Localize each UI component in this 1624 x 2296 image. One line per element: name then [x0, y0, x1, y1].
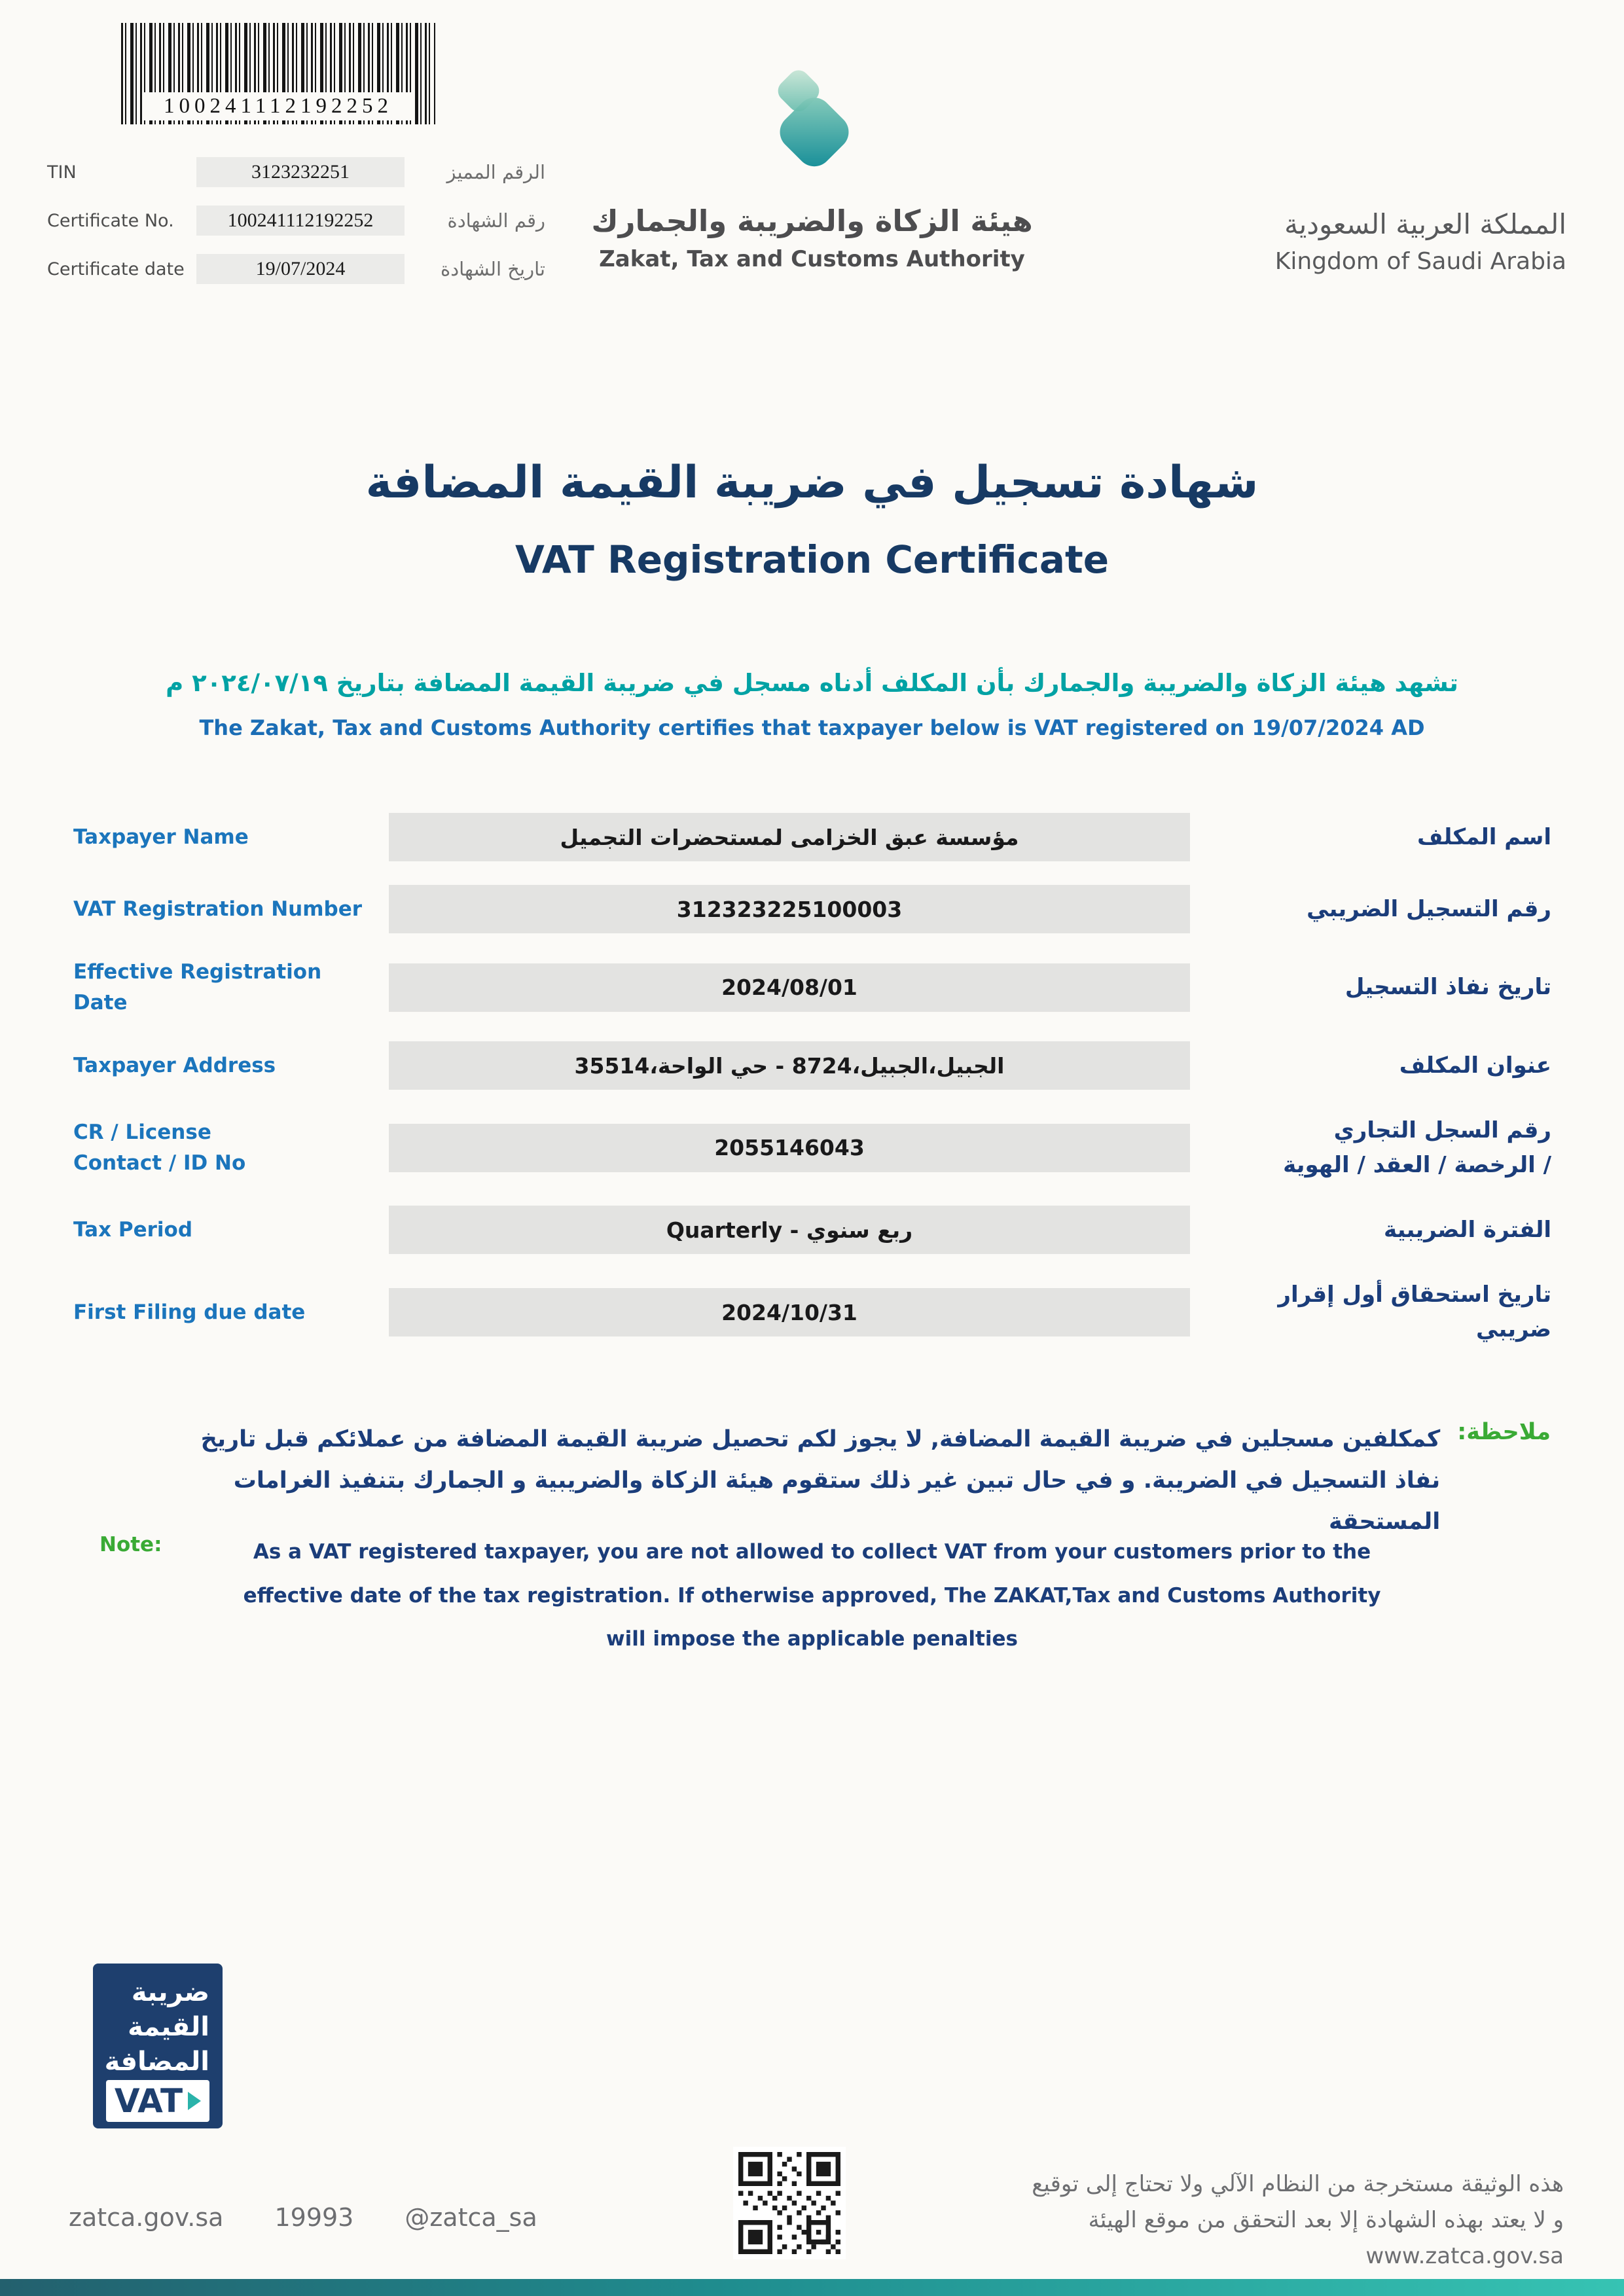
- note-arabic: [73, 1419, 1551, 1543]
- authority-brand: [518, 63, 1107, 272]
- barcode: [121, 23, 435, 124]
- table-row: [73, 1206, 1551, 1254]
- field-label-ar: عنوان المكلف: [1399, 1052, 1551, 1079]
- footer-links: [69, 2203, 537, 2232]
- certificate-title: [0, 457, 1624, 582]
- tin-label-en: TIN: [47, 162, 77, 183]
- vat-logo-line3: المضافة: [104, 2047, 209, 2077]
- certificate-date-label-en: Certificate date: [47, 259, 185, 279]
- footer-website: zatca.gov.sa: [69, 2203, 224, 2232]
- certificate-date-row: [47, 254, 545, 284]
- field-label-ar: رقم التسجيل الضريبي: [1307, 895, 1551, 922]
- certificate-title-en: VAT Registration Certificate: [514, 537, 1110, 582]
- field-value: 2024/08/01: [389, 963, 1190, 1012]
- field-value: 312323225100003: [389, 885, 1190, 933]
- tin-value: 3123232251: [196, 157, 405, 187]
- disclaimer-line-1: هذه الوثيقة مستخرجة من النظام الآلي ولا تحتاج إلى توقيع: [1032, 2171, 1564, 2197]
- table-row: [73, 885, 1551, 933]
- vat-logo-arrow-icon: [188, 2092, 201, 2110]
- kingdom-name-en: Kingdom of Saudi Arabia: [1274, 248, 1566, 275]
- footer-phone: 19993: [274, 2203, 354, 2232]
- field-label-ar: الفترة الضريبية: [1383, 1217, 1551, 1244]
- certification-statement-ar: تشهد هيئة الزكاة والضريبة والجمارك بأن المكلف أدناه مسجل في ضريبة القيمة المضافة بتاريخ ٢٠٢٤/٠٧/١٩ م: [166, 669, 1458, 697]
- tin-label-ar: الرقم المميز: [446, 161, 545, 183]
- note-label-en: Note:: [99, 1533, 162, 1556]
- field-label-ar: تاريخ استحقاق أول إقرار ضريبي: [1278, 1282, 1551, 1343]
- footer-social: @zatca_sa: [405, 2203, 537, 2232]
- tin-row: [47, 157, 545, 187]
- table-row: [73, 1278, 1551, 1346]
- field-value: الجبيل،الجبيل،8724 - حي الواحة،35514: [389, 1041, 1190, 1090]
- table-row: [73, 957, 1551, 1018]
- authority-name-ar: هيئة الزكاة والضريبة والجمارك: [591, 204, 1033, 238]
- table-row: [73, 1113, 1551, 1182]
- field-label-ar: اسم المكلف: [1417, 823, 1551, 850]
- vat-logo: [93, 1964, 223, 2128]
- vat-logo-line2: القيمة: [128, 2012, 209, 2043]
- field-label-en: Effective Registration Date: [73, 960, 322, 1014]
- table-row: [73, 1041, 1551, 1090]
- bottom-accent-bar: [0, 2279, 1624, 2296]
- certificate-no-label-ar: رقم الشهادة: [447, 209, 545, 232]
- certificate-no-value: 100241112192252: [196, 206, 405, 236]
- registration-details-table: [73, 813, 1551, 1347]
- table-row: [73, 813, 1551, 861]
- field-label-ar: تاريخ نفاذ التسجيل: [1344, 974, 1551, 1001]
- certificate-no-label-en: Certificate No.: [47, 210, 174, 231]
- field-label-en: Taxpayer Address: [73, 1053, 276, 1077]
- barcode-number: 100241112192252: [143, 92, 413, 120]
- note-english: [73, 1530, 1551, 1661]
- vat-logo-line1: ضريبة: [131, 1977, 209, 2007]
- note-text-ar: كمكلفين مسجلين في ضريبة القيمة المضافة, لا يجوز لكم تحصيل ضريبة القيمة المضافة من عملائكم قبل تاريخ نفاذ التسجيل في الضريبة. و في حال تبين غير ذلك ستقوم هيئة الزكاة والضريبية و الجمارك بتنفيذ الغرامات المستحقة: [200, 1426, 1441, 1535]
- header-id-fields: [47, 157, 545, 284]
- field-value: 2024/10/31: [389, 1288, 1190, 1336]
- certificate-date-label-ar: تاريخ الشهادة: [441, 258, 545, 280]
- field-value: مؤسسة عبق الخزامى لمستحضرات التجميل: [389, 813, 1190, 861]
- qr-code: [733, 2147, 846, 2259]
- certification-statement-en: The Zakat, Tax and Customs Authority certifies that taxpayer below is VAT registered on 19/07/2024 AD: [199, 715, 1425, 740]
- certificate-no-row: [47, 206, 545, 236]
- vat-logo-text: VAT: [114, 2081, 183, 2120]
- field-label-en: First Filing due date: [73, 1300, 306, 1324]
- field-value: ربع سنوي - Quarterly: [389, 1206, 1190, 1254]
- kingdom-block: [1275, 208, 1566, 275]
- field-label-en: Tax Period: [73, 1218, 193, 1242]
- certificate-date-value: 19/07/2024: [196, 254, 405, 284]
- authority-name-en: Zakat, Tax and Customs Authority: [599, 246, 1025, 272]
- vat-logo-wordmark: [106, 2080, 209, 2122]
- certificate-title-ar: شهادة تسجيل في ضريبة القيمة المضافة: [365, 457, 1259, 509]
- kingdom-name-ar: المملكة العربية السعودية: [1284, 208, 1566, 240]
- disclaimer-line-2: و لا يعتد بهذه الشهادة إلا بعد التحقق من موقع الهيئة: [1088, 2207, 1564, 2234]
- zatca-emblem-icon: [753, 63, 871, 190]
- field-value: 2055146043: [389, 1124, 1190, 1172]
- disclaimer: [1032, 2166, 1564, 2274]
- certification-statement: [0, 669, 1624, 740]
- field-label-ar: رقم السجل التجاري / الرخصة / العقد / الهوية: [1283, 1117, 1551, 1178]
- disclaimer-url: www.zatca.gov.sa: [1365, 2243, 1564, 2270]
- note-text-en: As a VAT registered taxpayer, you are not allowed to collect VAT from your customers prior to the effective date of the tax registration. If otherwise approved, The ZAKAT,Tax and Customs Authority will impose the applicable penalties: [243, 1540, 1381, 1651]
- field-label-en: VAT Registration Number: [73, 897, 363, 921]
- field-label-en: CR / License Contact / ID No: [73, 1121, 246, 1175]
- note-label-ar: ملاحظة:: [1457, 1419, 1551, 1445]
- field-label-en: Taxpayer Name: [73, 825, 249, 849]
